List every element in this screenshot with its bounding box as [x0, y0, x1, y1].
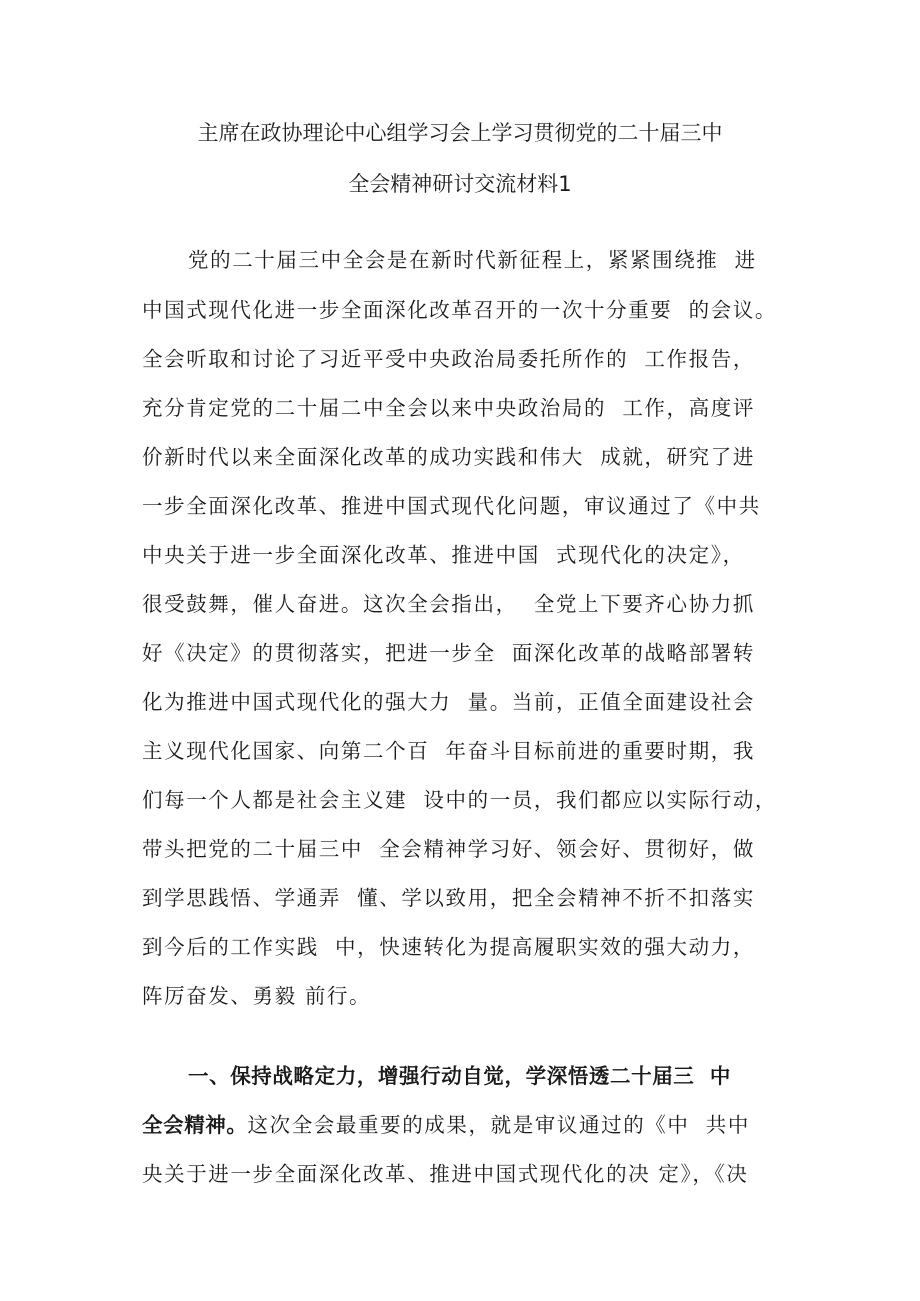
paragraph-line: 中国式现代化进一步全面深化改革召开的一次十分重要 的会议。 [142, 298, 778, 322]
paragraph-line: 很受鼓舞，催人奋进。这次全会指出， 全党上下要齐心协力抓 [142, 592, 755, 616]
paragraph-line: 阵厉奋发、勇毅 前行。 [142, 984, 372, 1008]
paragraph-line: 一步全面深化改革、推进中国式现代化问题，审议通过了《中共 [142, 494, 761, 518]
paragraph-line: 中央关于进一步全面深化改革、推进中国 式现代化的决定》， [142, 543, 745, 567]
paragraph-line: 党的二十届三中全会是在新时代新征程上，紧紧围绕推 进 [188, 248, 757, 272]
document-title-line-2: 全会精神研讨交流材料1 [348, 172, 572, 196]
paragraph-line: 主义现代化国家、向第二个百 年奋斗目标前进的重要时期，我 [142, 739, 755, 763]
paragraph-line: 带头把党的二十届三中 全会精神学习好、领会好、贯彻好，做 [142, 837, 755, 861]
paragraph-line: 全会听取和讨论了习近平受中央政治局委托所作的 工作报告， [142, 347, 755, 371]
paragraph-line: 充分肯定党的二十届二中全会以来中央政治局的 工作，高度评 [142, 396, 755, 420]
section-line [142, 1111, 750, 1139]
paragraph-line: 到学思践悟、学通弄 懂、学以致用，把全会精神不折不扣落实 [142, 886, 755, 910]
section-line: 央关于进一步全面深化改革、推进中国式现代化的决 定》，《决 [142, 1162, 749, 1186]
document-title-line-1: 主席在政协理论中心组学习会上学习贯彻党的二十届三中 [197, 121, 723, 145]
paragraph-line: 价新时代以来全面深化改革的成功实践和伟大 成就，研究了进 [142, 445, 755, 469]
paragraph-line: 化为推进中国式现代化的强大力 量。当前，正值全面建设社会 [142, 690, 755, 714]
section-heading-continuation: 全会精神。 [142, 1113, 248, 1137]
section-heading: 一、保持战略定力，增强行动自觉，学深悟透二十届三 中 [188, 1064, 731, 1088]
paragraph-line: 好《决定》的贯彻落实，把进一步全 面深化改革的战略部署转 [142, 641, 755, 665]
paragraph-line: 到今后的工作实践 中，快速转化为提高履职实效的强大动力， [142, 935, 755, 959]
paragraph-line: 们每一个人都是社会主义建 设中的一员，我们都应以实际行动， [142, 788, 778, 812]
section-body-text: 这次全会最重要的成果，就是审议通过的《中 共中 [247, 1113, 750, 1137]
